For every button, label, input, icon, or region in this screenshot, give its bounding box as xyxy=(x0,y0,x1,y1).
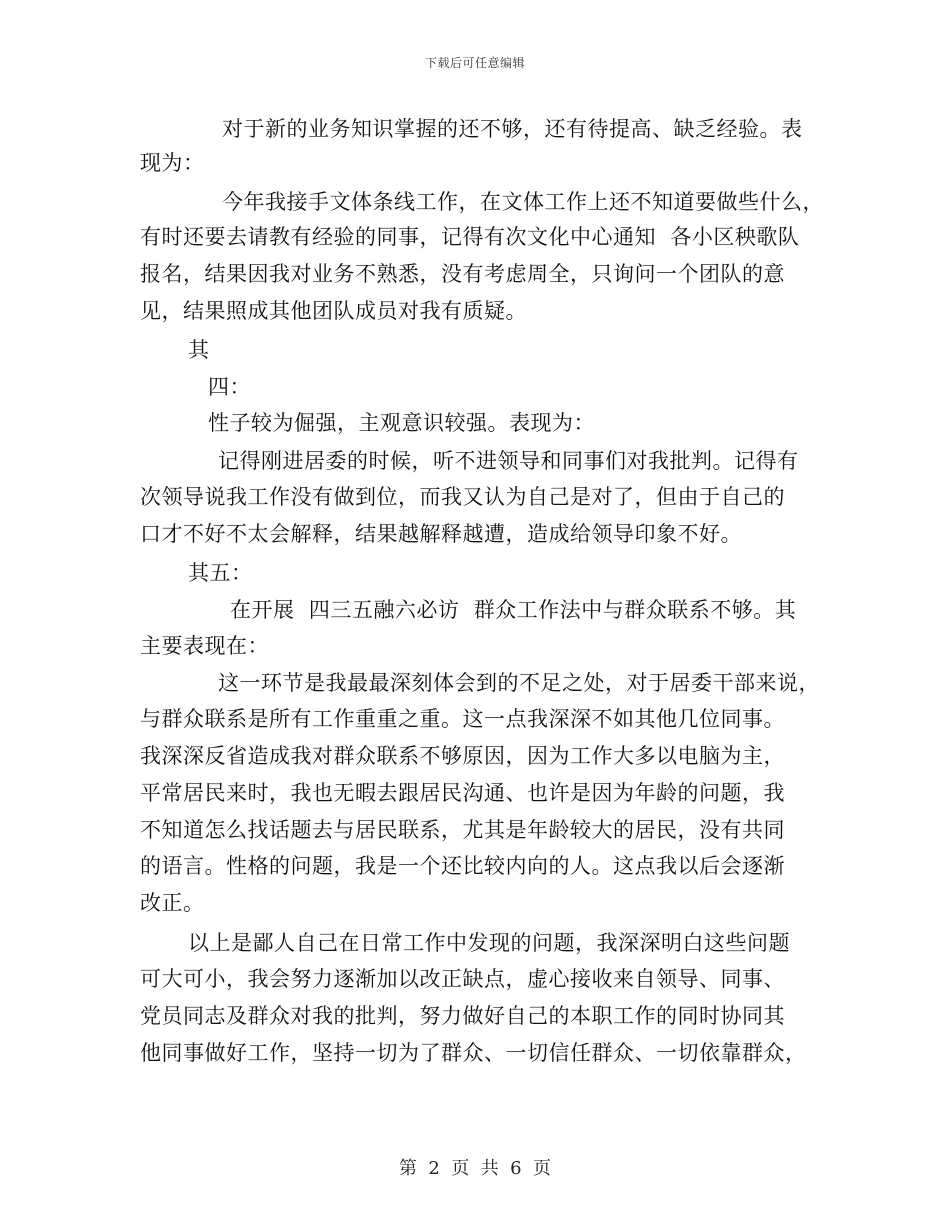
body-line: 党员同志及群众对我的批判，努力做好自己的本职工作的同时协同其 xyxy=(140,1004,785,1028)
body-line: 可大可小，我会努力逐渐加以改正缺点，虚心接收来自领导、同事、 xyxy=(140,967,785,991)
body-line: 其 xyxy=(188,338,210,362)
body-line: 记得刚进居委的时候，听不进领导和同事们对我批判。记得有 xyxy=(218,449,799,473)
body-line: 对于新的业务知识掌握的还不够，还有待提高、缺乏经验。表 xyxy=(222,117,803,141)
body-line: 的语言。性格的问题，我是一个还比较内向的人。这点我以后会逐渐 xyxy=(140,854,785,878)
body-line: 在开展 四三五融六必访 群众工作法中与群众联系不够。其 xyxy=(230,598,797,622)
body-line: 平常居民来时，我也无暇去跟居民沟通、也许是因为年龄的问题，我 xyxy=(140,781,785,805)
page-footer: 第 2 页 共 6 页 xyxy=(398,1158,552,1179)
body-line: 今年我接手文体条线工作，在文体工作上还不知道要做些什么， xyxy=(222,190,824,214)
body-line: 报名，结果因我对业务不熟悉，没有考虑周全，只询问一个团队的意 xyxy=(140,262,785,286)
body-line: 现为： xyxy=(140,151,205,175)
body-line: 以上是鄙人自己在日常工作中发现的问题，我深深明白这些问题 xyxy=(188,931,790,955)
body-line: 主要表现在： xyxy=(140,634,269,658)
body-line: 这一环节是我最最深刻体会到的不足之处，对于居委干部来说， xyxy=(218,671,820,695)
body-line: 改正。 xyxy=(140,891,205,915)
body-line: 见，结果照成其他团队成员对我有质疑。 xyxy=(140,299,527,323)
body-line: 他同事做好工作，坚持一切为了群众、一切信任群众、一切依靠群众， xyxy=(140,1041,807,1065)
body-line: 与群众联系是所有工作重重之重。这一点我深深不如其他几位同事。 xyxy=(140,707,785,731)
body-line: 口才不好不太会解释，结果越解释越遭，造成给领导印象不好。 xyxy=(140,522,742,546)
body-line: 其五： xyxy=(188,561,253,585)
body-line: 我深深反省造成我对群众联系不够原因，因为工作大多以电脑为主， xyxy=(140,744,785,768)
body-line: 有时还要去请教有经验的同事，记得有次文化中心通知 各小区秧歌队 xyxy=(140,225,800,249)
body-line: 不知道怎么找话题去与居民联系，尤其是年龄较大的居民，没有共同 xyxy=(140,818,785,842)
body-line: 四： xyxy=(208,375,251,399)
page-header: 下载后可任意编辑 xyxy=(424,56,525,70)
body-line: 次领导说我工作没有做到位，而我又认为自己是对了，但由于自己的 xyxy=(140,485,785,509)
body-line: 性子较为倔强，主观意识较强。表现为： xyxy=(208,411,595,435)
